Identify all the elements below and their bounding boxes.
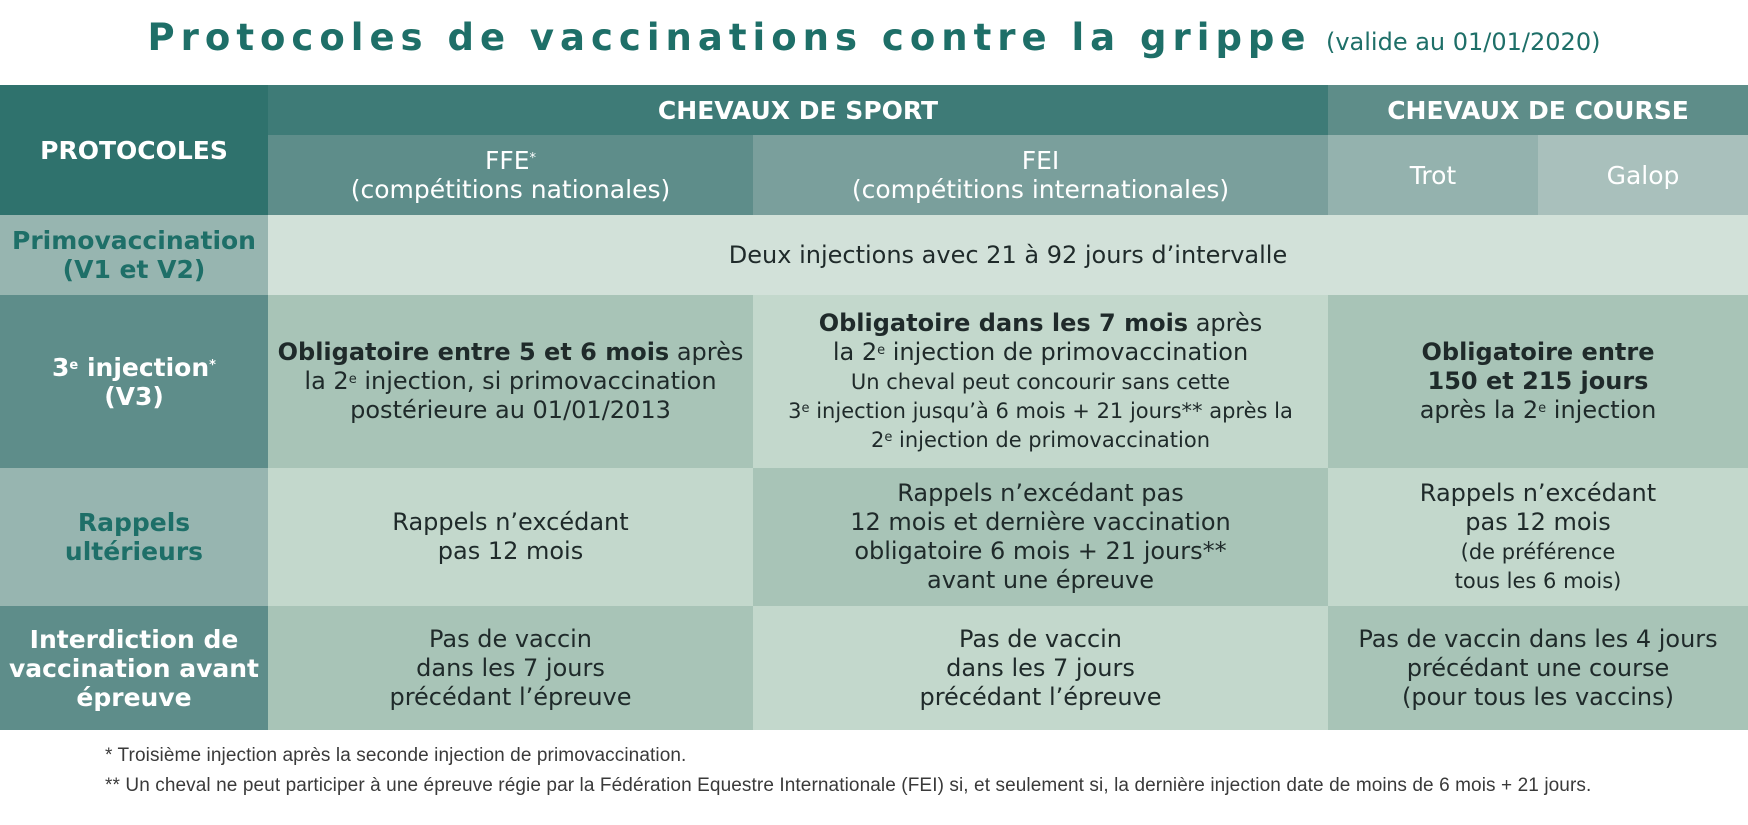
cell-v3-ffe — [268, 295, 753, 468]
row-primovaccination — [0, 215, 1748, 295]
text-small: 3 — [788, 399, 802, 423]
text: injection de primovaccination — [885, 338, 1249, 366]
label-sup: e — [69, 357, 79, 373]
cell-interdiction-ffe — [268, 606, 753, 730]
cell-interdiction-course — [1328, 606, 1748, 730]
row-label-rappels — [0, 468, 268, 606]
header-fei-desc: (compétitions internationales) — [851, 175, 1230, 204]
label-line: Primovaccination — [12, 226, 256, 255]
row-label-primovaccination — [0, 215, 268, 295]
text: Rappels n’excédant — [392, 508, 629, 536]
row-v3 — [0, 295, 1748, 468]
header-fei-name: FEI — [1021, 146, 1060, 175]
text: après la 2 — [1419, 396, 1539, 424]
cell-rappels-ffe — [268, 468, 753, 606]
cell-v3-fei — [753, 295, 1328, 468]
text: Pas de vaccin dans les 4 jours — [1358, 624, 1718, 653]
text: Rappels n’excédant pas — [897, 479, 1184, 507]
header-ffe-name: FFE — [484, 146, 530, 175]
row-rappels — [0, 468, 1748, 606]
text: dans les 7 jours — [416, 653, 605, 682]
label-line: Rappels — [77, 508, 191, 537]
text-sup: e — [1538, 401, 1547, 416]
label-line: ultérieurs — [64, 537, 204, 566]
row-label-interdiction — [0, 606, 268, 730]
text: injection — [1546, 396, 1657, 424]
text: dans les 7 jours — [946, 653, 1135, 682]
label-line: (V3) — [104, 381, 164, 411]
label-mark: * — [209, 357, 216, 373]
header-course: CHEVAUX DE COURSE — [1328, 85, 1748, 135]
cell-primovaccination: Deux injections avec 21 à 92 jours d’intervalle — [268, 215, 1748, 295]
text-small: injection de primovaccination — [892, 428, 1211, 452]
text: pas 12 mois — [437, 537, 584, 565]
text: Rappels n’excédant — [1419, 479, 1657, 507]
label-line: (V1 et V2) — [62, 255, 206, 284]
text: après — [669, 338, 744, 366]
label-part: 3 — [52, 352, 70, 382]
header-row-1 — [0, 85, 1748, 135]
text-sup: e — [884, 430, 893, 445]
text: injection, si primovaccination — [356, 367, 717, 395]
header-fei — [753, 135, 1328, 215]
text-sup: e — [348, 372, 357, 387]
text-small: 2 — [870, 428, 885, 452]
footnote-1: * Troisième injection après la seconde injection de primovaccination. — [105, 745, 687, 766]
title-main: Protocoles de vaccinations contre la grippe — [147, 16, 1312, 59]
header-galop: Galop — [1538, 135, 1748, 215]
header-ffe-desc: (compétitions nationales) — [350, 175, 671, 204]
row-interdiction — [0, 606, 1748, 730]
label-line: vaccination avant — [8, 653, 260, 683]
header-ffe-mark: * — [529, 151, 537, 166]
text-small: Un cheval peut concourir sans cette — [850, 370, 1231, 394]
footnote-2: ** Un cheval ne peut participer à une épreuve régie par la Fédération Equestre Internationale (FEI) si, et seulement si, la dernière injection date de moins de 6 mois + 21 jours. — [105, 775, 1592, 796]
text: pas 12 mois — [1465, 508, 1611, 536]
page-title — [0, 16, 1748, 59]
text-small: tous les 6 mois) — [1454, 569, 1622, 593]
cell-interdiction-fei — [753, 606, 1328, 730]
cell-rappels-fei — [753, 468, 1328, 606]
text-small: injection jusqu’à 6 mois + 21 jours** après la — [809, 399, 1293, 423]
text-bold: Obligatoire entre — [1421, 338, 1655, 366]
cell-v3-course — [1328, 295, 1748, 468]
text-sup: e — [801, 401, 810, 416]
label-line: épreuve — [76, 682, 192, 712]
label-line: Interdiction de — [29, 624, 239, 654]
text: la 2 — [832, 338, 878, 366]
row-label-v3 — [0, 295, 268, 468]
text-sup: e — [877, 343, 886, 358]
text: avant une épreuve — [927, 566, 1154, 594]
cell-rappels-course — [1328, 468, 1748, 606]
text: précédant une course — [1406, 653, 1670, 682]
header-protocoles: PROTOCOLES — [0, 85, 268, 215]
label-part: injection — [78, 352, 210, 382]
text: précédant l’épreuve — [389, 682, 632, 711]
text: la 2 — [304, 367, 349, 395]
text: après — [1188, 309, 1263, 337]
text: Pas de vaccin — [428, 624, 593, 653]
header-ffe — [268, 135, 753, 215]
text: 12 mois et dernière vaccination — [850, 508, 1231, 536]
text: postérieure au 01/01/2013 — [350, 396, 671, 424]
text-bold: 150 et 215 jours — [1427, 367, 1649, 395]
text-bold: Obligatoire dans les 7 mois — [818, 309, 1189, 337]
text: (pour tous les vaccins) — [1401, 682, 1675, 711]
text-small: (de préférence — [1460, 540, 1616, 564]
text: précédant l’épreuve — [919, 682, 1162, 711]
title-validity: (valide au 01/01/2020) — [1325, 28, 1601, 56]
text-bold: Obligatoire entre 5 et 6 mois — [277, 338, 670, 366]
vaccination-table — [0, 85, 1748, 730]
text: obligatoire 6 mois + 21 jours** — [854, 537, 1227, 565]
text: Pas de vaccin — [958, 624, 1123, 653]
header-sport: CHEVAUX DE SPORT — [268, 85, 1328, 135]
header-trot: Trot — [1328, 135, 1538, 215]
